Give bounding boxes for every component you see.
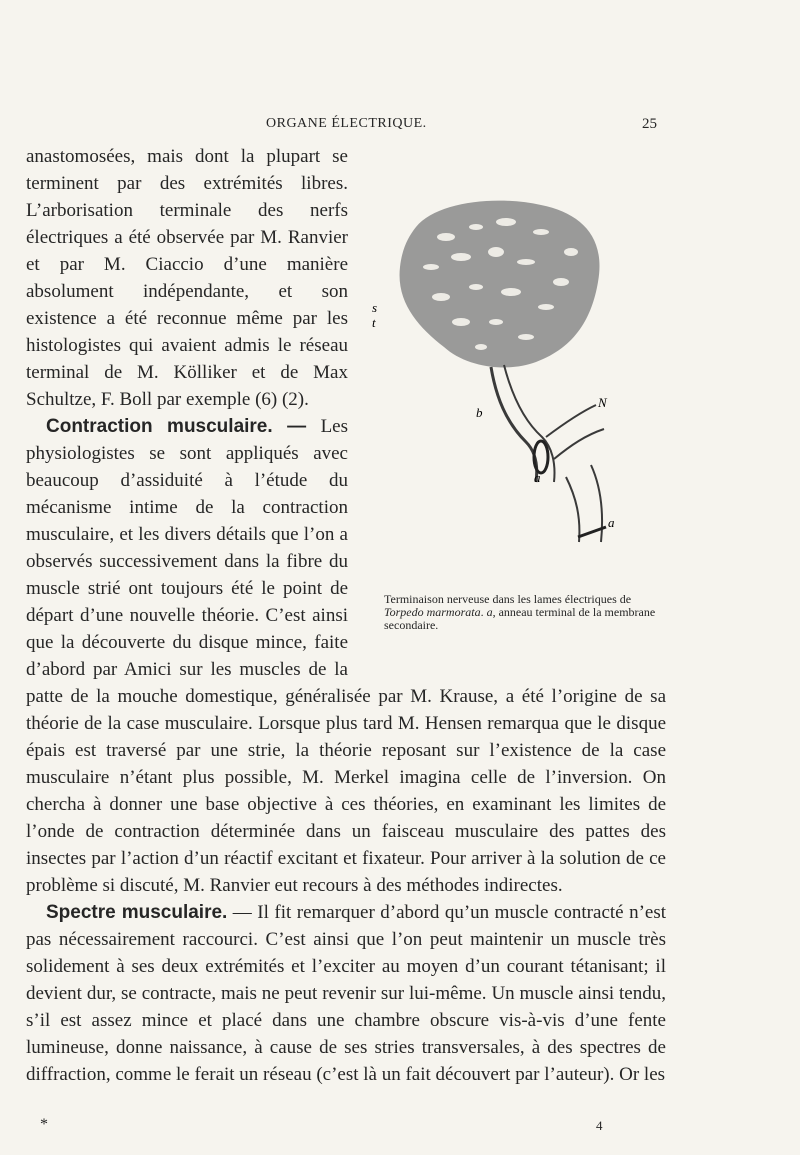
nerve-arborisation-illustration <box>366 197 666 592</box>
nerve-branch-n <box>546 405 596 437</box>
signature-mark: * <box>40 1116 48 1133</box>
paragraph-nerve-endings: anastomosées, mais dont la plupart se terminent par des extrémités libres. L’arborisation terminale des nerfs électriques a été observée par M. Ranvier et par M. Ciaccio d’une manière absolument indépendante, et son existence a été reconnue même par les histologistes qui avaient admis le réseau terminal de M. Kölliker et de Max Schultze, F. Boll par exemple (6) (2). <box>26 146 348 410</box>
spectrum-body: Il fit remarquer d’abord qu’un muscle contracté n’est pas nécessairement raccourci. C’est ainsi que l’on peut maintenir un muscle très solidement à ses deux extrémités et l’exciter au moyen d’un courant tétanisant; il devient dur, se contracte, mais ne peut revenir sur lui-même. Un muscle ainsi tendu, s’il est assez mince et placé dans une chambre obscure vis-à-vis d’une fente lumineuse, donne naissance, à cause de ses stries transversales, à des spectres de diffraction, comme le ferait un réseau (c’est là un fait découvert par l’auteur). Or les <box>26 902 666 1085</box>
section-heading-spectrum: Spectre musculaire. <box>46 902 228 923</box>
caption-text-start: Terminaison nerveuse dans les lames électriques de <box>384 592 632 606</box>
label-a-fibre: a <box>608 515 615 530</box>
label-n: N <box>598 395 607 410</box>
caption-separator: . <box>480 605 487 619</box>
arborisation-mass <box>400 201 600 368</box>
label-a-ring: a <box>534 470 541 485</box>
figure-caption <box>384 593 666 632</box>
paragraph-spectrum <box>26 899 666 1088</box>
label-t: t <box>372 315 376 330</box>
running-title: ORGANE ÉLECTRIQUE. <box>266 116 427 131</box>
figure-nerve-termination <box>366 197 666 649</box>
page-number: 25 <box>642 116 657 132</box>
label-s: s <box>372 300 378 315</box>
caption-text-end: , anneau terminal de la membrane secondaire. <box>384 605 656 632</box>
heading-dash-spectrum: — <box>227 902 258 923</box>
section-heading-contraction: Contraction musculaire. <box>46 416 273 437</box>
signature-number: 4 <box>596 1118 603 1133</box>
nerve-branch-n-edge <box>554 429 604 459</box>
contraction-body: Les physiologistes se sont appliqués avec beaucoup d’assiduité à l’étude du mécanisme intime de la contraction musculaire, et les divers détails que l’on a observés successivement dans la fibre du muscle strié ont toujours été le point de départ d’une nouvelle théorie. C’est ainsi que la découverte du disque mince, faite d’abord par Amici sur les muscles de la patte de la mouche domestique, généralisée par M. Krause, a été l’origine de sa théorie de la case musculaire. Lorsque plus tard M. Hensen remarqua que le disque épais est traversé par une strie, la théorie reposant sur l’existence de la case musculaire n’étant plus possible, M. Merkel imagina celle de l’inversion. On chercha à donner une base objective à ces théories, en examinant les limites de l’onde de contraction déterminée dans un faisceau musculaire des pattes des insectes par l’action d’un réactif excitant et fixateur. Pour arriver à la solution de ce problème si discuté, M. Ranvier eut recours à des méthodes indirectes. <box>26 416 666 896</box>
page-header <box>0 112 800 136</box>
lower-fibre <box>566 477 579 542</box>
heading-dash: — <box>272 416 321 437</box>
body-text <box>26 143 666 1088</box>
label-b: b <box>476 405 483 420</box>
page-footer <box>0 1116 800 1146</box>
caption-species: Torpedo marmorata <box>384 605 481 619</box>
caption-label-a: a <box>486 605 493 619</box>
